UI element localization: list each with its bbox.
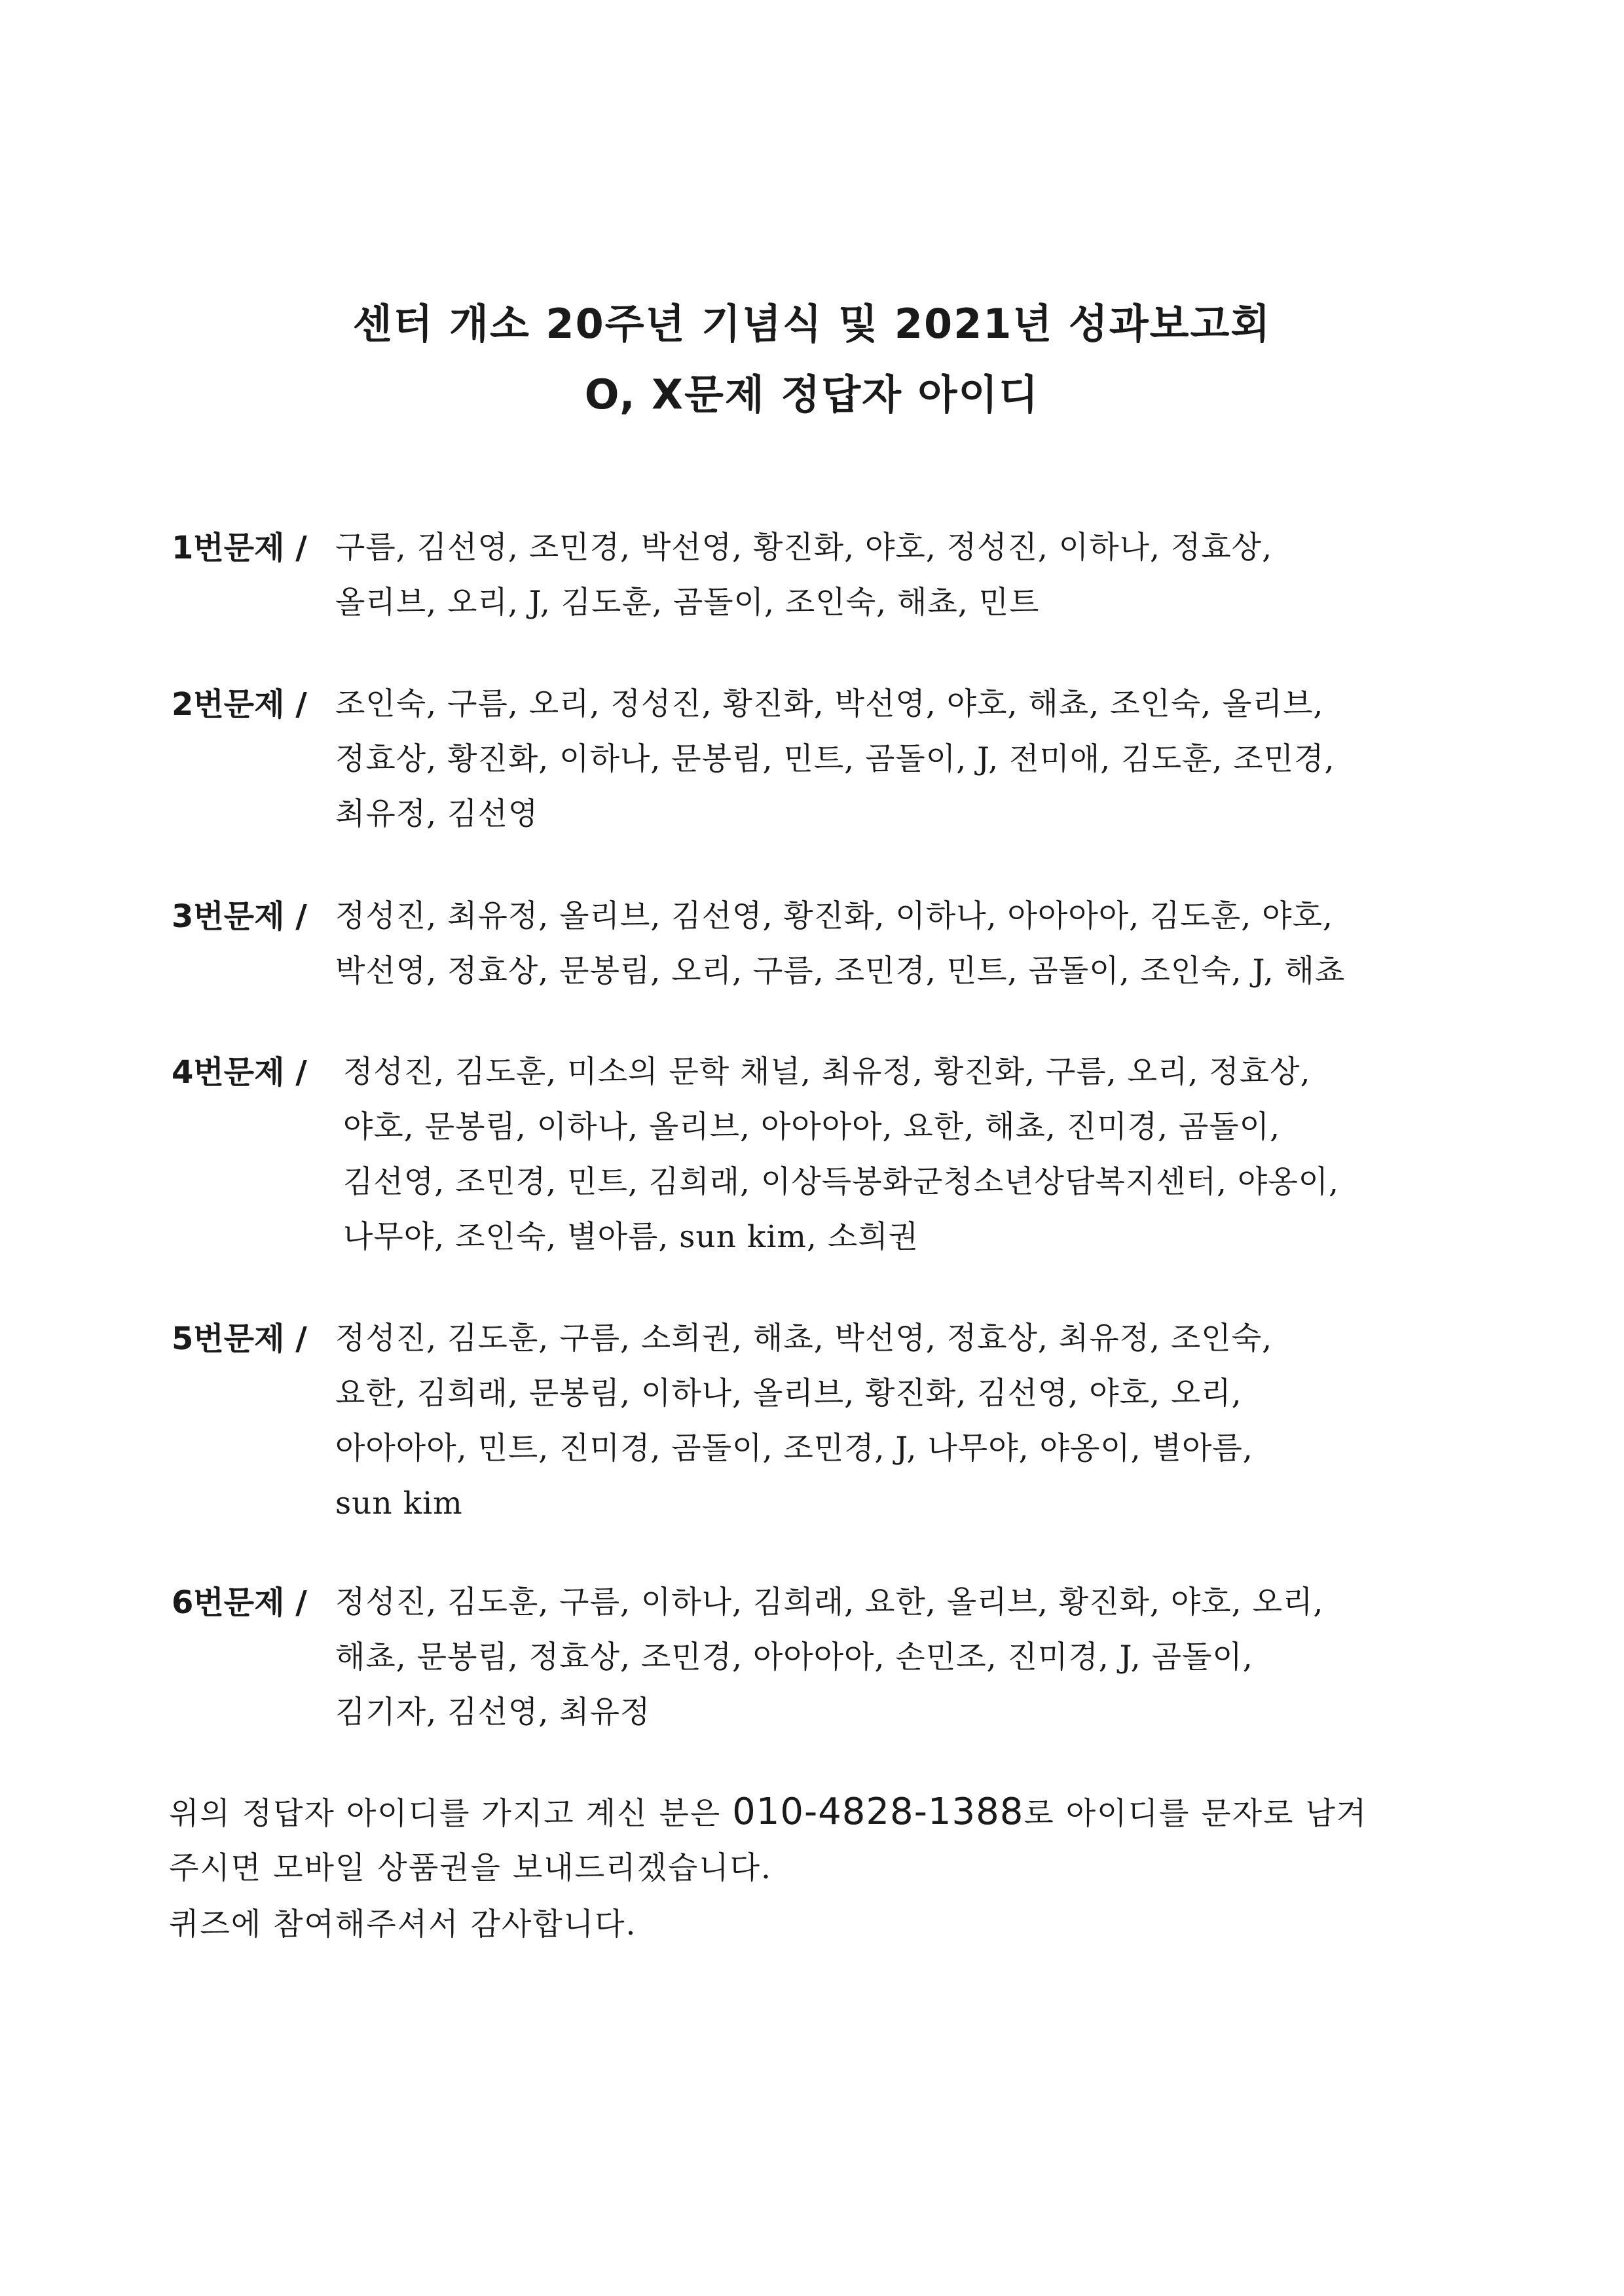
question-1-answers <box>335 520 1272 630</box>
closing-text-before-phone: 위의 정답자 아이디를 가지고 계신 분은 <box>169 1796 733 1832</box>
answer-line: 구름, 김선영, 조민경, 박선영, 황진화, 야호, 정성진, 이하나, 정효상, <box>335 530 1273 566</box>
answer-line: 김선영, 조민경, 민트, 김희래, 이상득봉화군청소년상담복지센터, 야옹이, <box>343 1164 1339 1200</box>
answer-line: sun kim <box>335 1485 463 1522</box>
answer-line: 정성진, 최유정, 올리브, 김선영, 황진화, 이하나, 아아아아, 김도훈, 야호, <box>335 898 1333 934</box>
question-4-label: 4번문제 / <box>172 1054 307 1091</box>
answer-line: 정성진, 김도훈, 구름, 소희권, 해쵸, 박선영, 정효상, 최유정, 조인숙, <box>335 1321 1273 1357</box>
answer-line: 정효상, 황진화, 이하나, 문봉림, 민트, 곰돌이, J, 전미애, 김도훈, 조민경, <box>335 741 1335 777</box>
closing-text-after-phone: 로 아이디를 문자로 남겨 <box>1024 1796 1368 1832</box>
answer-line: 요한, 김희래, 문봉림, 이하나, 올리브, 황진화, 김선영, 야호, 오리, <box>335 1376 1242 1412</box>
question-2-answers <box>335 677 1335 842</box>
answer-line: 야호, 문봉림, 이하나, 올리브, 아아아아, 요한, 해쵸, 진미경, 곰돌이, <box>343 1109 1281 1145</box>
closing-line-1 <box>169 1784 1367 1840</box>
question-4-answers <box>343 1045 1339 1265</box>
question-6-label: 6번문제 / <box>172 1584 307 1621</box>
answer-line: 박선영, 정효상, 문봉림, 오리, 구름, 조민경, 민트, 곰돌이, 조인숙, J, 해쵸 <box>335 953 1346 989</box>
answer-line: 아아아아, 민트, 진미경, 곰돌이, 조민경, J, 나무야, 야옹이, 별아름, <box>335 1430 1253 1467</box>
closing-line-3: 퀴즈에 참여해주셔서 감사합니다. <box>169 1906 637 1942</box>
closing-line-2: 주시면 모바일 상품권을 보내드리겠습니다. <box>169 1850 772 1886</box>
document-title: 센터 개소 20주년 기념식 및 2021년 성과보고회 <box>352 300 1272 348</box>
question-2-label: 2번문제 / <box>172 686 307 723</box>
answer-line: 조인숙, 구름, 오리, 정성진, 황진화, 박선영, 야호, 해쵸, 조인숙, 올리브, <box>335 686 1324 722</box>
answer-line: 김기자, 김선영, 최유정 <box>335 1694 651 1730</box>
answer-line: 정성진, 김도훈, 미소의 문학 채널, 최유정, 황진화, 구름, 오리, 정효상, <box>343 1054 1311 1090</box>
question-5-answers <box>335 1311 1272 1531</box>
answer-line: 최유정, 김선영 <box>335 796 539 832</box>
answer-line: 나무야, 조인숙, 별아름, sun kim, 소희권 <box>343 1219 919 1255</box>
closing-notice <box>169 1784 1367 1953</box>
answer-line: 올리브, 오리, J, 김도훈, 곰돌이, 조인숙, 해쵸, 민트 <box>335 585 1040 621</box>
document-subtitle: O, X문제 정답자 아이디 <box>584 371 1040 418</box>
question-1-label: 1번문제 / <box>172 530 307 566</box>
answer-line: 해쵸, 문봉림, 정효상, 조민경, 아아아아, 손민조, 진미경, J, 곰돌이, <box>335 1639 1253 1675</box>
question-6-answers <box>335 1575 1323 1740</box>
question-5-label: 5번문제 / <box>172 1321 307 1357</box>
question-3-answers <box>335 889 1345 999</box>
contact-phone-number: 010-4828-1388 <box>732 1791 1024 1833</box>
answer-line: 정성진, 김도훈, 구름, 이하나, 김희래, 요한, 올리브, 황진화, 야호, 오리, <box>335 1584 1324 1620</box>
question-3-label: 3번문제 / <box>172 898 307 935</box>
